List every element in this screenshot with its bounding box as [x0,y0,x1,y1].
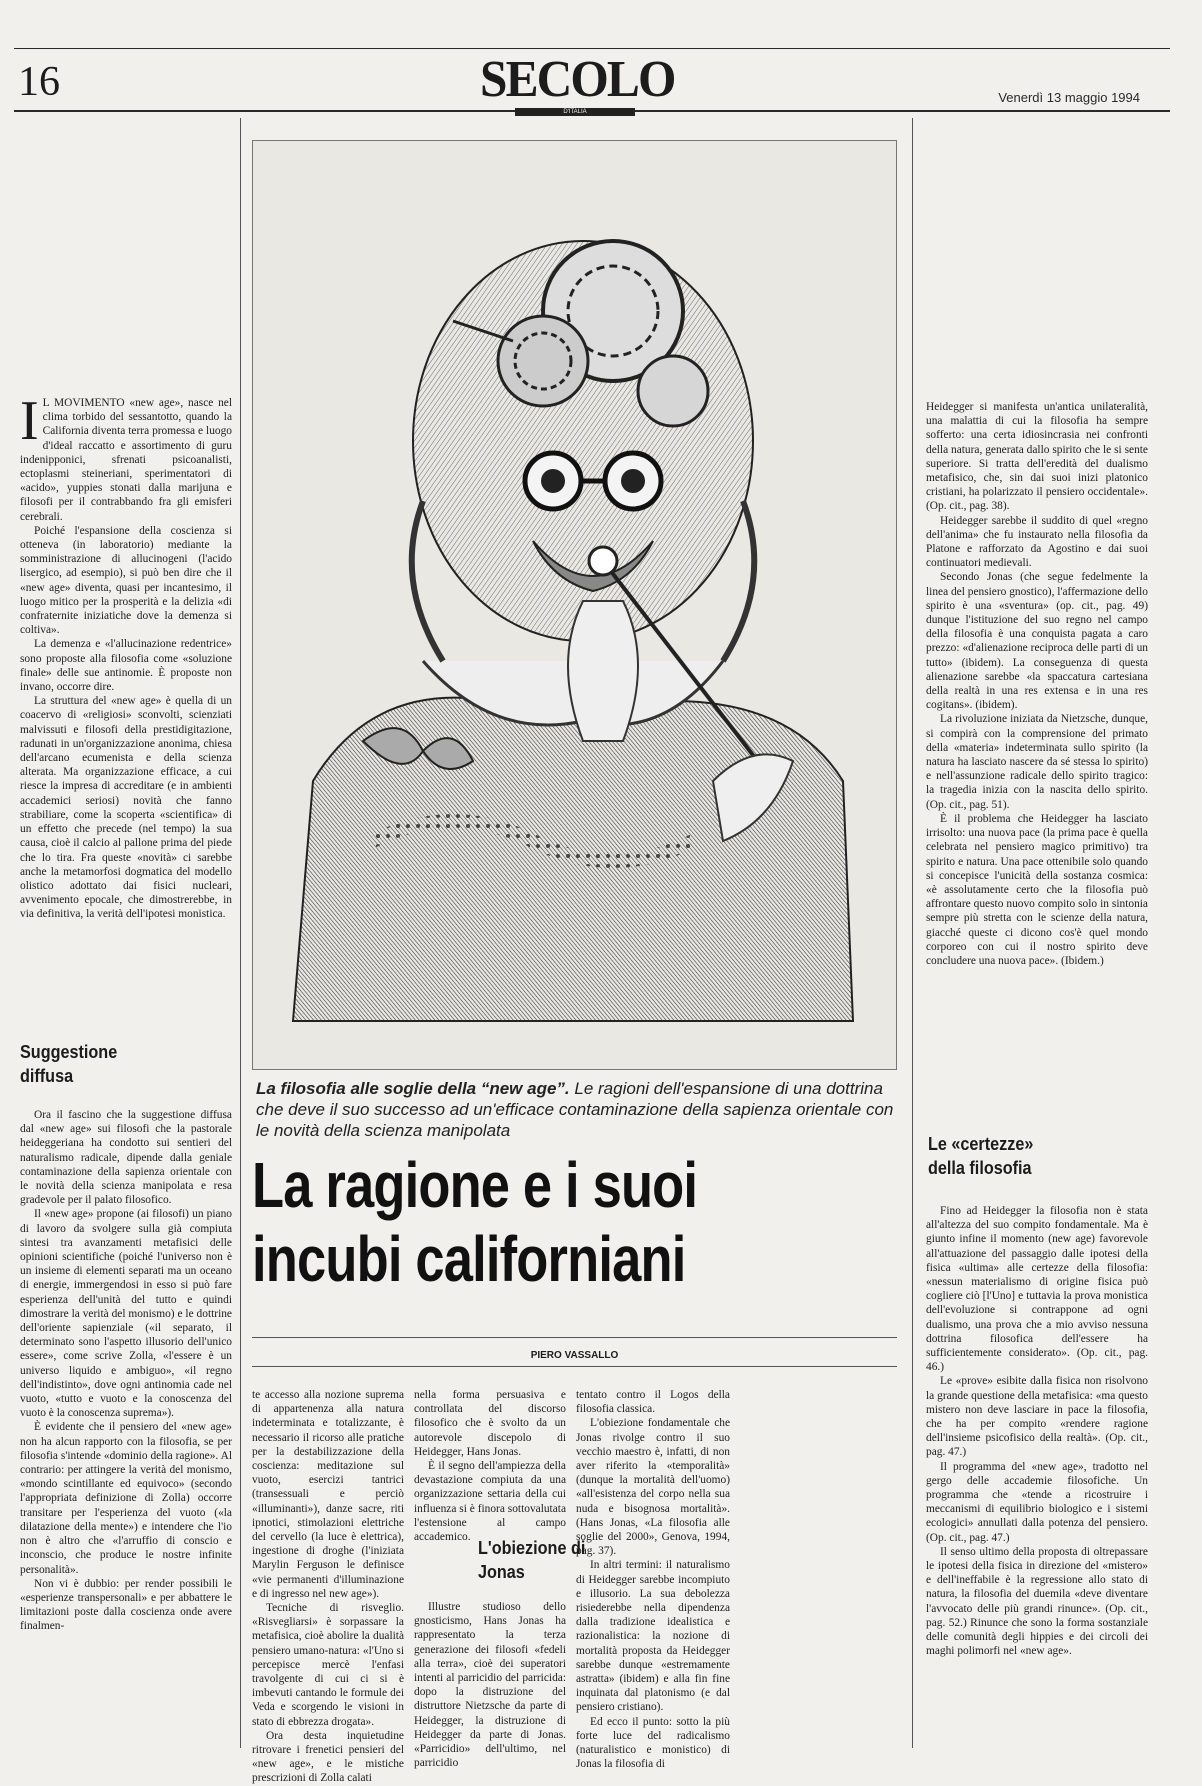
paragraph: Fino ad Heidegger la filosofia non è stata all'altezza del suo compito fondamentale. Ma è giunto infine il momento (new age) favorevole all'attuazione del passaggio dalle ipotesi della fisica «ultima» alle certezze della filosofia: «nessun materialismo di origine fisica può cogliere ciò [l'Uno] e tuttavia la prova monistica dell'evoluzione si contrappone ad ogni dualismo, una prova che a mio avviso nessuna dottrina filosofica dell'essere ha sufficientemente considerato». (Op. cit., pag. 46.) [926,1205,1148,1374]
paragraph: tentato contro il Logos della filosofia classica. [576,1389,730,1416]
paragraph: È il segno dell'ampiezza della devastazione compiuta da una organizzazione settaria della cui influenza si è finora sottovalutata l'estensione al campo accademico. [414,1460,566,1544]
column-rule-right [912,118,913,1748]
paragraph: Ora desta inquietudine ritrovare i frenetici pensieri del «new age», e le mistiche prescrizioni di Zolla calati [252,1729,404,1785]
paragraph: L MOVIMENTO «new age», nasce nel clima torbido del sessantotto, quando la California diventa terra promessa e luogo d'ideal raccatto e assortimento di guru indenipponici, sfrenati psicoanalisti, ectoplasmi steineriani, sperimentatori di «acido», yuppies stonati dalla marijuna e filosofi per il contrabbando fra gli emisferi cerebrali. [20,397,232,523]
paragraph: L'obiezione fondamentale che Jonas rivolge contro il suo vecchio maestro è, infatti, di non aver riferito la «temporalità» (dunque la mortalità dell'uomo) «all'esistenza del corpo nella sua nuda e bisognosa mortalità». (Hans Jonas, «La filosofia alle soglie del 2000», Genova, 1994, pag. 37). [576,1417,730,1558]
drop-cap: I [20,390,39,452]
page-number: 16 [18,59,60,105]
author-byline: PIERO VASSALLO [530,1350,619,1361]
article-headline [252,1148,781,1296]
article-column-5 [926,400,1148,1122]
author-rule-top [252,1337,897,1338]
paragraph: nella forma persuasiva e controllata del discorso filosofico che è svolto da un autorevole discepolo di Heidegger, Hans Jonas. [414,1389,566,1458]
paragraph: In altri termini: il naturalismo di Heidegger sarebbe incompiuto e illusorio. La sua debolezza risiederebbe nella dipendenza dalla tradizione idealistica e razionalistica: la nozione di mortalità proposta da Heidegger sarebbe dunque «estremamente astratta» (ibidem) e alla fin fine inquinata dal platonismo (e dal pensiero cristiano). [576,1559,730,1714]
paragraph: La rivoluzione iniziata da Nietzsche, dunque, si compirà con la comprensione del primato della «materia» indeterminata sullo spirito (la natura ha lasciato nascere da sé stessa lo spirito) e nell'assunzione radicale dello spirito tragico: la tragedia inizia con la nascita dello spirito. (Op. cit., pag. 51). [926,713,1148,811]
image-caption [256,1078,896,1141]
paragraph: Ed ecco il punto: sotto la più forte luce del radicalismo (naturalistico e monistico) di Jonas la filosofia di [576,1715,730,1771]
subhead-certezze: Le «certezze» della filosofia [928,1134,1034,1178]
subhead-suggestione: Suggestione diffusa [20,1042,118,1086]
top-rule [14,48,1170,49]
paragraph: Illustre studioso dello gnosticismo, Hans Jonas ha rappresentato la terza generazione dei filosofi «fedeli alla terra», cioè dei superatori intenti al parricidio del parricida: dopo la distruzione del distruttore Nietzsche da parte di Heidegger, la distruzione di Heidegger da parte di Jonas. «Parricidio» dell'ultimo, nel parricidio [414,1601,566,1770]
article-illustration [252,140,897,1070]
paragraph: Tecniche di risveglio. «Risvegliarsi» è sorpassare la metafisica, cioè abolire la dualità pensiero umano-natura: «l'Uno si percepisce mercè l'enfasi travolgente di cui ci si è imbevuti cantando le formule dei Veda e scorgendo le visioni in stato di ebbrezza drogata». [252,1602,404,1728]
paragraph: È evidente che il pensiero del «new age» non ha alcun rapporto con la filosofia, se per filosofia s'intende «dominio della ragione». Al contrario: per attingere la verità del monismo, «mondo scintillante ed equivoco» (secondo l'appropriata definizione di Zolla) occorre transitare per l'esperienza del vuoto («la dilatazione della mente») e intendere che l'io non è altro che «l'arruffio di conscio e inconscio, che produce le nostre infinite personalità». [20,1421,232,1576]
subhead-obiezione: L'obiezione di Jonas [478,1538,586,1582]
article-column-3-continued [414,1600,566,1770]
column-rule-left [240,118,241,1748]
caption-title: La filosofia alle soglie della “new age”. [256,1079,570,1098]
headline-line-2: incubi californiani [252,1223,686,1295]
paragraph: Secondo Jonas (che segue fedelmente la linea del pensiero gnostico), l'affermazione dello spirito è una «sventura» (op. cit., pag. 49) dunque l'istituzione del suo regno nel campo della filosofia è una conquista pagata a caro prezzo: «d'alienazione reciproca delle parti di un tutto» (ibidem). La conseguenza di questa alienazione sarebbe «la spaccatura cartesiana della realtà in una res extensa e in una res cogitans». (ibidem). [926,571,1148,712]
paragraph: te accesso alla nozione suprema di appartenenza alla natura indeterminata e totalizzante, è necessario il ricorso alle pratiche per la destabilizzazione della coscienza: meditazione sul vuoto, esercizi tantrici (transessuali e perciò «illuminanti»), danze sacre, riti ipnotici, stimolazioni elettriche del cervello (la luce è elettrica), ingestione di droghe (l'iniziata Marylin Ferguson le definisce «vie permanenti d'illuminazione e di ingresso nel new age»). [252,1389,404,1600]
paragraph: Le «prove» esibite dalla fisica non risolvono la grande questione della metafisica: «ma questo mistero non deve lasciare in pace la filosofia, che ha per compito «rendere ragione dell'insieme psicofisico della realtà». (Op. cit., pag. 47.) [926,1375,1148,1459]
issue-date: Venerdì 13 maggio 1994 [998,90,1140,105]
article-column-1 [20,390,232,1030]
article-column-5-continued [926,1204,1148,1748]
author-rule-bottom [252,1366,897,1367]
paragraph: Heidegger sarebbe il suddito di quel «regno dell'anima» che fu instaurato nella filosofia da Platone e rafforzato da Agostino e dai suoi continuatori medievali. [926,514,1148,570]
masthead-title: SECOLO [480,51,675,108]
article-column-1-continued [20,1108,232,1748]
article-column-4 [576,1388,730,1771]
paragraph: Heidegger si manifesta un'antica unilateralità, una malattia di cui la filosofia ha sempre sofferto: una certa idiosincrasia nei confronti della natura, generata dallo spirito che le si sente superiore. Si tratta dell'eredità del dualismo metafisico, che, sin dai suoi inizi platonico cristiani, ha polarizzato il pensiero occidentale». (Op. cit., pag. 38). [926,401,1148,513]
engraving-figure [253,141,898,1071]
paragraph: La demenza e «l'allucinazione redentrice» sono proposte alla filosofia come «soluzione finale» delle sue antinomie. È proposte non invano, occorre dire. [20,638,232,694]
masthead-subtitle: D'ITALIA [515,108,635,116]
headline-line-1: La ragione e i suoi [252,1149,698,1221]
paragraph: Ora il fascino che la suggestione diffusa dal «new age» sui filosofi che la pastorale heideggeriana ha condotto sui sentieri del naturalismo radicale, dipende dalla geniale contaminazione della sapienza orientale con le novità della scienza manipolata e resa gradevole per il palato filosofico. [20,1109,232,1207]
paragraph: È il problema che Heidegger ha lasciato irrisolto: una nuova pace (la prima pace è quella celebrata nel pensiero magico primitivo) tra spirito e natura. Una pace ottenibile solo quando si concepisce l'unicità della sostanza cosmica: «è assolutamente certo che la filosofia può affrontare questo nuovo compito solo in sintonia sempre più stretta con le scienze della natura, giacché queste ci dicono cos'è quel mondo corporeo con cui il nostro spirito deve concludere una nuova pace». (Ibidem.) [926,812,1148,967]
article-column-3 [414,1388,566,1544]
paragraph: Poiché l'espansione della coscienza si otteneva (in laboratorio) mediante la somministrazione di allucinogeni (l'acido lisergico, ad esempio), si può ben dire che il «new age» diventa, quasi per incantesimo, il luogo mitico per la prosperità e la delizia «di confraternite iniziatiche dove la demenza si coltiva». [20,524,232,637]
paragraph: La struttura del «new age» è quella di un coacervo di «religiosi» sconvolti, scienziati malvissuti e filosofi della prestidigitazione, radunati in un'organizzazione anonima, chiesa dell'arcano ecumenista e della scienza alterata. Ma organizzazione efficace, a cui riesce la impresa di accreditare (e in ambienti accademici seriosi) novità che fanno strabiliare, come la scoperta «scientifica» di un effetto che precede (nel tempo) la sua causa, cioè il calcio al pallone prima del piede che lo tira. Fra queste «novità» ci sarebbe anche la metamorfosi dogmatica del modello olistico adottato dai fisici nucleari, avvenimento epocale, che dimostrerebbe, in via definitiva, la verità dell'ipotesi monistica. [20,695,232,921]
article-column-2 [252,1388,404,1785]
masthead [475,52,675,116]
paragraph: Il senso ultimo della proposta di oltrepassare le ipotesi della fisica in direzione del «mistero» e dell'ineffabile è la regressione allo stato di natura, la filosofia del duemila «deve diventare l'avvocato delle più grandi rinunce». (Op. cit., pag. 52.) Rinunce che sono la forma sostanziale delle comunità degli hippies e dei circoli dei maghi polimorfi nel «new age». [926,1545,1148,1658]
paragraph: Non vi è dubbio: per render possibili le «esperienze transpersonali» e per abbattere le limitazioni poste dalla coscienza onde avere finalmen- [20,1577,232,1633]
caption-text: Le ragioni dell'espansione di una dottrina che deve il suo successo ad un'efficace contaminazione della sapienza orientale con le novità della scienza manipolata [256,1079,894,1140]
paragraph: Il programma del «new age», tradotto nel gergo delle accademie filosofiche. Un programma che «tende a ricostruire i meccanismi di equilibrio biologico e i sistemi ecologici» annullati dalla potenza del pensiero. (Op. cit., pag. 47.) [926,1460,1148,1544]
paragraph: Il «new age» propone (ai filosofi) un piano di lavoro da svolgere sulla già compiuta sintesi tra avanzamenti metafisici delle opinioni scientifiche (poiché l'universo non è un insieme di elementi separati ma un oceano di energie, immergendosi in esso si può fare esperienza dell'unità del tutto e quindi dimostrare la verità del monismo) e le dottrine dell'oriente sapienziale («il separato, il determinato sono l'aspetto illusorio dell'unico essere», come scrive Zolla, «l'essere è un universo liquido e ambiguo», «il regno dell'indistinto», dove ogni antinomia cade nel vuoto, «tutto e vuoto e la conoscenza del vuoto è la conoscenza suprema»). [20,1208,232,1420]
